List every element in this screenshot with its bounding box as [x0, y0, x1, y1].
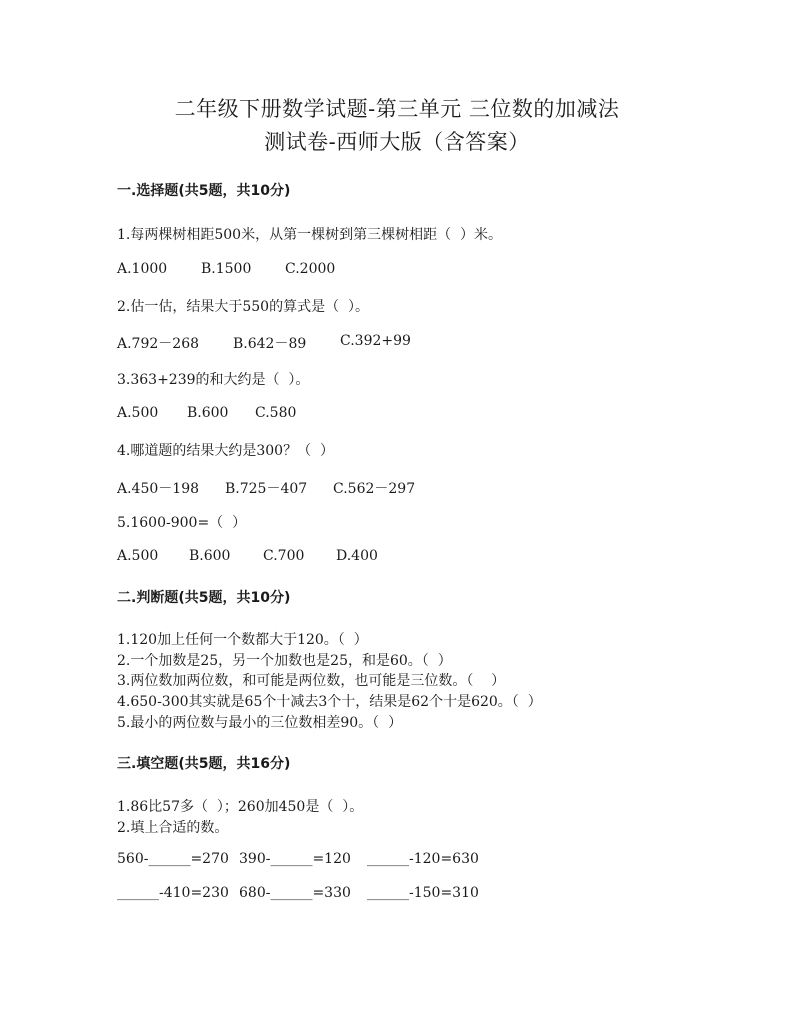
option-b: B.600	[189, 548, 231, 564]
judge-item-4: 4.650-300其实就是65个十减去3个十，结果是62个十是620。（ ）	[117, 694, 542, 710]
option-b: B.1500	[201, 261, 252, 277]
fill-item-1: 1.86比57多（ ）；260加450是（ ）。	[117, 799, 364, 815]
option-c: C.580	[255, 405, 297, 421]
section-1-heading: 一.选择题(共5题，共10分)	[117, 183, 291, 199]
question-3: 3.363+239的和大约是（ ）。	[117, 372, 310, 388]
question-5: 5.1600-900=（ ）	[117, 515, 247, 531]
question-1: 1.每两棵树相距500米，从第一棵树到第三棵树相距（ ）米。	[117, 227, 502, 243]
section-3-heading: 三.填空题(共5题，共16分)	[117, 756, 291, 772]
option-a: A.500	[117, 405, 159, 421]
question-4: 4.哪道题的结果大约是300？（ ）	[117, 443, 334, 459]
option-c: C.2000	[285, 261, 336, 277]
fill-row-1	[117, 851, 517, 871]
fill-row-2	[117, 885, 517, 905]
option-c: C.700	[263, 548, 305, 564]
option-d: D.400	[336, 548, 378, 564]
judge-item-3: 3.两位数加两位数，和可能是两位数，也可能是三位数。（ ）	[117, 673, 506, 689]
fill-expression: ______-410=230	[117, 885, 229, 901]
option-b: B.725－407	[225, 481, 308, 497]
option-b: B.642－89	[233, 336, 307, 352]
option-b: B.600	[187, 405, 229, 421]
option-a: A.1000	[117, 261, 168, 277]
fill-expression: ______-120=630	[367, 851, 479, 867]
option-a: A.450－198	[117, 481, 200, 497]
fill-expression: 680-______=330	[239, 885, 351, 901]
option-a: A.792－268	[117, 336, 200, 352]
option-a: A.500	[117, 548, 159, 564]
fill-expression: ______-150=310	[367, 885, 479, 901]
title-line-2: 测试卷-西师大版（含答案）	[264, 130, 530, 154]
fill-expression: 390-______=120	[239, 851, 351, 867]
section-2-heading: 二.判断题(共5题，共10分)	[117, 590, 291, 606]
option-c: C.392+99	[340, 333, 411, 349]
judge-item-5: 5.最小的两位数与最小的三位数相差90。（ ）	[117, 715, 403, 731]
judge-item-2: 2.一个加数是25，另一个加数也是25，和是60。（ ）	[117, 653, 452, 669]
fill-expression: 560-______=270	[117, 851, 229, 867]
title-line-1: 二年级下册数学试题-第三单元 三位数的加减法	[174, 97, 620, 121]
fill-item-2: 2.填上合适的数。	[117, 820, 229, 836]
question-2: 2.估一估，结果大于550的算式是（ ）。	[117, 299, 369, 315]
judge-item-1: 1.120加上任何一个数都大于120。（ ）	[117, 632, 368, 648]
option-c: C.562－297	[333, 481, 416, 497]
